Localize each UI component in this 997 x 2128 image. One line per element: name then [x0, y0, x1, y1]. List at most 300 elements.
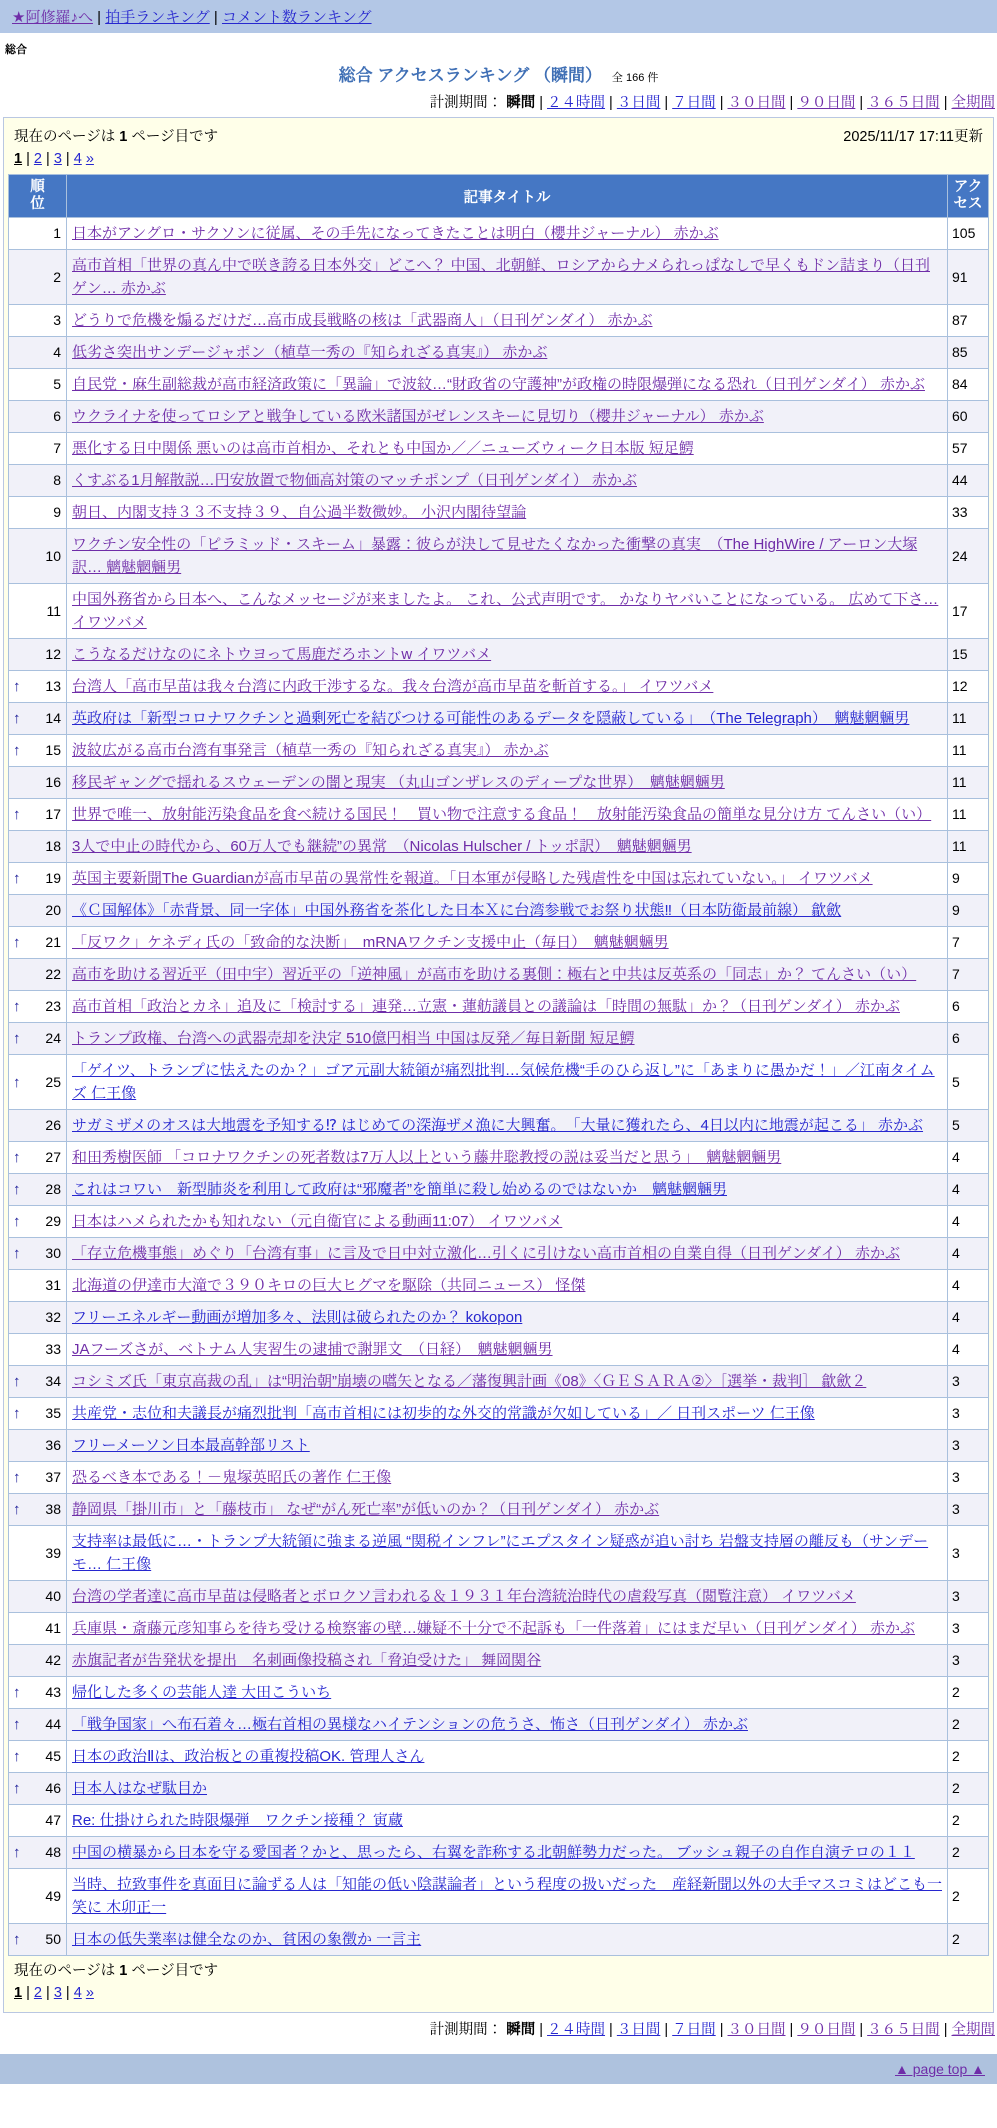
- rank-cell: [9, 337, 67, 369]
- rank-up-arrow-icon: ↑: [13, 1181, 21, 1198]
- section-label: 総合: [5, 44, 27, 56]
- article-link[interactable]: くすぶる1月解散説…円安放置で物価高対策のマッチポンプ（日刊ゲンダイ） 赤かぶ: [72, 472, 637, 489]
- period-option-6[interactable]: ３６５日間: [867, 2022, 940, 2038]
- rank-cell: [9, 927, 67, 959]
- total-count: 全 166 件: [611, 72, 659, 84]
- article-link[interactable]: 中国外務省から日本へ、こんなメッセージが来ましたよ。 これ、公式声明です。 かなりヤバいことになっている。 広めて下さ… イワツバメ: [72, 591, 939, 631]
- rank-cell: [9, 1055, 67, 1110]
- access-count-cell: 57: [948, 433, 989, 465]
- rank-cell: [9, 1302, 67, 1334]
- rank-number: 17: [45, 806, 61, 822]
- period-option-7[interactable]: 全期間: [951, 2022, 995, 2038]
- current-page-prefix: 現在のページは: [14, 1963, 116, 1979]
- access-count-cell: 2: [948, 1837, 989, 1869]
- article-link[interactable]: どうりで危機を煽るだけだ…高市成長戦略の核は「武器商人」（日刊ゲンダイ） 赤かぶ: [72, 312, 653, 329]
- ranking-row: [9, 465, 989, 497]
- article-link[interactable]: ワクチン安全性の「ピラミッド・スキーム」暴露：彼らが決して見せたくなかった衝撃の真実 （The HighWire / アーロン大塚訳… 魑魅魍魎男: [72, 536, 918, 576]
- article-link[interactable]: 共産党・志位和夫議長が痛烈批判「高市首相には初歩的な外交的常識が欠如している」／ 日刊スポーツ 仁王像: [72, 1405, 815, 1422]
- access-count-cell: 11: [948, 799, 989, 831]
- rank-cell: [9, 1837, 67, 1869]
- column-header-title: 記事タイトル: [67, 175, 948, 218]
- rank-cell: [9, 465, 67, 497]
- article-link[interactable]: 帰化した多くの芸能人達 大田こういち: [72, 1684, 332, 1701]
- rank-up-arrow-icon: ↑: [13, 710, 21, 727]
- article-title-cell: [67, 799, 948, 831]
- ranking-row: [9, 1645, 989, 1677]
- rank-number: 14: [45, 710, 61, 726]
- access-count-cell: 2: [948, 1709, 989, 1741]
- access-count-cell: 4: [948, 1302, 989, 1334]
- ranking-row: [9, 1773, 989, 1805]
- article-title-cell: [67, 1773, 948, 1805]
- rank-number: 31: [45, 1277, 61, 1293]
- article-link[interactable]: これはコワい 新型肺炎を利用して政府は“邪魔者”を簡単に殺し始めるのではないか 魑魅魍魎男: [72, 1181, 727, 1198]
- rank-number: 23: [45, 998, 61, 1014]
- rank-up-arrow-icon: ↑: [13, 1245, 21, 1262]
- top-link-bar: ★阿修羅♪へ | 拍手ランキング | コメント数ランキング: [0, 0, 997, 33]
- rank-number: 50: [45, 1931, 61, 1947]
- rank-cell: [9, 863, 67, 895]
- access-count-cell: 2: [948, 1924, 989, 1956]
- article-link[interactable]: JAフーズさが、ベトナム人実習生の逮捕で謝罪文 （日経） 魑魅魍魎男: [72, 1341, 553, 1358]
- ranking-row: [9, 1366, 989, 1398]
- ranking-row: [9, 1398, 989, 1430]
- access-count-cell: 2: [948, 1677, 989, 1709]
- rank-number: 44: [45, 1716, 61, 1732]
- rank-cell: [9, 831, 67, 863]
- rank-cell: [9, 799, 67, 831]
- access-count-cell: 3: [948, 1526, 989, 1581]
- article-link[interactable]: 英国主要新聞The Guardianが高市早苗の異常性を報道。「日本軍が侵略した残虐性を中国は忘れていない。」 イワツバメ: [72, 870, 873, 887]
- rank-cell: [9, 1174, 67, 1206]
- article-link[interactable]: フリーエネルギー動画が増加多々、法則は破られたのか？ kokopon: [72, 1309, 523, 1326]
- rank-cell: [9, 369, 67, 401]
- rank-up-arrow-icon: ↑: [13, 742, 21, 759]
- article-title-cell: [67, 1206, 948, 1238]
- ranking-row: [9, 369, 989, 401]
- rank-number: 12: [45, 646, 61, 662]
- ranking-row: [9, 799, 989, 831]
- rank-number: 40: [45, 1588, 61, 1604]
- ranking-row: [9, 1613, 989, 1645]
- ranking-row: [9, 584, 989, 639]
- access-count-cell: 3: [948, 1430, 989, 1462]
- ranking-row: [9, 529, 989, 584]
- access-count-cell: 4: [948, 1142, 989, 1174]
- rank-number: 32: [45, 1309, 61, 1325]
- pagination-page-4[interactable]: 4: [73, 1985, 82, 2001]
- article-link[interactable]: 高市首相「政治とカネ」追及に「検討する」連発…立憲・蓮舫議員との議論は「時間の無駄」か？（日刊ゲンダイ） 赤かぶ: [72, 998, 900, 1015]
- rank-number: 7: [53, 440, 61, 456]
- rank-up-arrow-icon: ↑: [13, 1469, 21, 1486]
- rank-up-arrow-icon: ↑: [13, 934, 21, 951]
- access-count-cell: 3: [948, 1462, 989, 1494]
- period-option-7[interactable]: 全期間: [951, 95, 995, 111]
- ranking-row: [9, 1805, 989, 1837]
- pagination-page-3[interactable]: 3: [53, 1985, 62, 2001]
- access-count-cell: 7: [948, 959, 989, 991]
- rank-cell: [9, 1677, 67, 1709]
- period-label: 計測期間：: [429, 95, 507, 111]
- article-link[interactable]: 北海道の伊達市大滝で３９０キロの巨大ヒグマを駆除（共同ニュース） 怪傑: [72, 1277, 586, 1294]
- access-count-cell: 24: [948, 529, 989, 584]
- current-page-number: 1: [119, 129, 128, 145]
- pagination-current-page: 1: [14, 1985, 23, 2001]
- period-option-3[interactable]: ７日間: [672, 2022, 716, 2038]
- ranking-row: [9, 1174, 989, 1206]
- article-title-cell: [67, 250, 948, 305]
- article-title-cell: [67, 639, 948, 671]
- pagination-next[interactable]: »: [85, 1985, 94, 2001]
- article-link[interactable]: 日本の政治Ⅱは、政治板との重複投稿OK. 管理人さん: [72, 1748, 425, 1765]
- article-title-cell: [67, 927, 948, 959]
- rank-cell: [9, 218, 67, 250]
- rank-cell: [9, 1494, 67, 1526]
- page-top-bar: [0, 2054, 997, 2084]
- rank-number: 35: [45, 1405, 61, 1421]
- period-option-1[interactable]: ２４時間: [547, 95, 606, 111]
- access-count-cell: 4: [948, 1238, 989, 1270]
- rank-cell: [9, 1238, 67, 1270]
- ranking-row: [9, 401, 989, 433]
- rank-cell: [9, 671, 67, 703]
- ranking-row: [9, 991, 989, 1023]
- article-title-cell: [67, 1398, 948, 1430]
- rank-up-arrow-icon: ↑: [13, 1405, 21, 1422]
- rank-cell: [9, 735, 67, 767]
- access-count-cell: 3: [948, 1494, 989, 1526]
- ranking-row: [9, 1494, 989, 1526]
- rank-up-arrow-icon: ↑: [13, 1780, 21, 1797]
- access-count-cell: 2: [948, 1869, 989, 1924]
- article-link[interactable]: 赤旗記者が告発状を提出 名刺画像投稿され「脅迫受けた」 舞岡関谷: [72, 1652, 542, 1669]
- article-link[interactable]: 朝日、内閣支持３３不支持３９、自公過半数微妙。 小沢内閣待望論: [72, 504, 527, 521]
- access-count-cell: 3: [948, 1581, 989, 1613]
- article-link[interactable]: 世界で唯一、放射能汚染食品を食べ続ける国民！ 買い物で注意する食品！ 放射能汚染食品の簡単な見分け方 てんさい（い）: [72, 806, 932, 823]
- period-current: 瞬間: [506, 2022, 536, 2038]
- article-title-cell: [67, 433, 948, 465]
- rank-number: 45: [45, 1748, 61, 1764]
- rank-cell: [9, 250, 67, 305]
- access-count-cell: 91: [948, 250, 989, 305]
- rank-number: 3: [53, 312, 61, 328]
- pagination-next[interactable]: »: [85, 151, 94, 167]
- ranking-row: [9, 433, 989, 465]
- pagination-page-2[interactable]: 2: [33, 1985, 42, 2001]
- rank-number: 4: [53, 344, 61, 360]
- rank-number: 36: [45, 1437, 61, 1453]
- article-title-cell: [67, 1581, 948, 1613]
- article-link[interactable]: コシミズ氏「東京高裁の乱」は“明治朝”崩壊の嚆矢となる／藩復興計画《08》〈ＧＥＳＡＲＡ②〉［選挙・裁判］ 歙歛２: [72, 1373, 867, 1390]
- access-count-cell: 60: [948, 401, 989, 433]
- article-link[interactable]: 「存立危機事態」めぐり「台湾有事」に言及で日中対立激化…引くに引けない高市首相の自業自得（日刊ゲンダイ） 赤かぶ: [72, 1245, 900, 1262]
- access-count-cell: 12: [948, 671, 989, 703]
- rank-cell: [9, 1709, 67, 1741]
- article-link[interactable]: こうなるだけなのにネトウヨって馬鹿だろホントw イワツバメ: [72, 646, 492, 663]
- rank-number: 29: [45, 1213, 61, 1229]
- article-link[interactable]: 日本の低失業率は健全なのか、貧困の象徴か 一言主: [72, 1931, 422, 1948]
- article-link[interactable]: 英政府は「新型コロナワクチンと過剰死亡を結びつける可能性のあるデータを隠蔽している」 （The Telegraph） 魑魅魍魎男: [72, 710, 910, 727]
- article-link[interactable]: 当時、拉致事件を真面目に論ずる人は「知能の低い陰謀論者」という程度の扱いだった 産経新聞以外の大手マスコミはどこも一笑に 木卯正一: [72, 1876, 943, 1916]
- access-count-cell: 9: [948, 895, 989, 927]
- access-count-cell: 3: [948, 1366, 989, 1398]
- ranking-row: [9, 1142, 989, 1174]
- access-count-cell: 2: [948, 1741, 989, 1773]
- rank-cell: [9, 584, 67, 639]
- page-status-row: [8, 122, 989, 149]
- article-title-cell: [67, 1741, 948, 1773]
- article-title-cell: [67, 1869, 948, 1924]
- article-link[interactable]: 低劣さ突出サンデージャポン（植草一秀の『知られざる真実』） 赤かぶ: [72, 344, 548, 361]
- rank-up-arrow-icon: ↑: [13, 1149, 21, 1166]
- rank-cell: [9, 1924, 67, 1956]
- article-title-cell: [67, 1526, 948, 1581]
- column-header-access: アクセス: [948, 175, 989, 218]
- rank-number: 33: [45, 1341, 61, 1357]
- ranking-row: [9, 735, 989, 767]
- rank-up-arrow-icon: ↑: [13, 678, 21, 695]
- article-link[interactable]: フリーメーソン日本最高幹部リスト: [72, 1437, 310, 1454]
- ranking-row: [9, 218, 989, 250]
- rank-number: 13: [45, 678, 61, 694]
- rank-up-arrow-icon: ↑: [13, 806, 21, 823]
- ranking-row: [9, 927, 989, 959]
- article-link[interactable]: トランプ政権、台湾への武器売却を決定 510億円相当 中国は反発／毎日新聞 短足鰐: [72, 1030, 635, 1047]
- article-link[interactable]: 「戦争国家」へ布石着々…極右首相の異様なハイテンションの危うさ、怖さ（日刊ゲンダイ） 赤かぶ: [72, 1716, 748, 1733]
- article-link[interactable]: 悪化する日中関係 悪いのは高市首相か、それとも中国か／／ニューズウィーク日本版 短足鰐: [72, 440, 694, 457]
- title-line: [0, 59, 997, 88]
- ranking-row: [9, 671, 989, 703]
- ranking-row: [9, 639, 989, 671]
- article-title-cell: [67, 863, 948, 895]
- article-title-cell: [67, 1494, 948, 1526]
- rank-number: 10: [45, 547, 61, 564]
- article-link[interactable]: 《Ｃ国解体》「赤背景、同一字体」中国外務省を茶化した日本Ｘに台湾参戦でお祭り状態‼（日本防衛最前線） 歙歛: [72, 902, 842, 919]
- article-title-cell: [67, 337, 948, 369]
- access-count-cell: 4: [948, 1270, 989, 1302]
- rank-number: 22: [45, 966, 61, 982]
- rank-up-arrow-icon: ↑: [13, 998, 21, 1015]
- article-title-cell: [67, 1270, 948, 1302]
- rank-number: 30: [45, 1245, 61, 1261]
- rank-up-arrow-icon: ↑: [13, 1844, 21, 1861]
- rank-number: 37: [45, 1469, 61, 1485]
- rank-up-arrow-icon: ↑: [13, 1931, 21, 1948]
- page-top-link[interactable]: ▲ page top ▲: [895, 2061, 985, 2077]
- access-count-cell: 9: [948, 863, 989, 895]
- ranking-row: [9, 1302, 989, 1334]
- article-title-cell: [67, 305, 948, 337]
- article-link[interactable]: 和田秀樹医師 「コロナワクチンの死者数は7万人以上という藤井聡教授の説は妥当だと思う」 魑魅魍魎男: [72, 1149, 782, 1166]
- ranking-row: [9, 703, 989, 735]
- ranking-row: [9, 863, 989, 895]
- access-count-cell: 15: [948, 639, 989, 671]
- ranking-row: [9, 831, 989, 863]
- ranking-row: [9, 1023, 989, 1055]
- pagination-page-2[interactable]: 2: [33, 151, 42, 167]
- ranking-row: [9, 1206, 989, 1238]
- rank-cell: [9, 1430, 67, 1462]
- rank-cell: [9, 529, 67, 584]
- ranking-row: [9, 1334, 989, 1366]
- article-link[interactable]: ウクライナを使ってロシアと戦争している欧米諸国がゼレンスキーに見切り（櫻井ジャーナル） 赤かぶ: [72, 408, 764, 425]
- article-link[interactable]: 日本がアングロ・サクソンに従属、その手先になってきたことは明白（櫻井ジャーナル） 赤かぶ: [72, 225, 719, 242]
- period-option-1[interactable]: ２４時間: [547, 2022, 606, 2038]
- article-link[interactable]: 日本人はなぜ駄目か: [72, 1780, 208, 1797]
- article-title-cell: [67, 991, 948, 1023]
- topbar-link-2[interactable]: 拍手ランキング: [105, 9, 210, 26]
- topbar-link-1[interactable]: ★阿修羅♪へ: [12, 9, 93, 26]
- period-label: 計測期間：: [429, 2022, 507, 2038]
- ranking-row: [9, 1837, 989, 1869]
- ranking-row: [9, 497, 989, 529]
- access-count-cell: 11: [948, 831, 989, 863]
- article-link[interactable]: 台湾の学者達に高市早苗は侵略者とボロクソ言われる＆１９３１年台湾統治時代の虐殺写真（閲覧注意） イワツバメ: [72, 1588, 856, 1605]
- article-title-cell: [67, 1645, 948, 1677]
- article-link[interactable]: 中国の横暴から日本を守る愛国者？かと、思ったら、右翼を詐称する北朝鮮勢力だった。 ブッシュ親子の自作自演テロの１１: [72, 1844, 915, 1861]
- article-title-cell: [67, 529, 948, 584]
- rank-cell: [9, 1398, 67, 1430]
- article-title-cell: [67, 1302, 948, 1334]
- rank-number: 43: [45, 1684, 61, 1700]
- period-option-5[interactable]: ９０日間: [797, 95, 856, 111]
- period-selector-bottom: 計測期間： 瞬間 | ２４時間 | ３日間 | ７日間 | ３０日間 | ９０日間 | ３６５日間 | 全期間: [429, 2022, 995, 2038]
- rank-cell: [9, 1142, 67, 1174]
- table-header-row: [9, 175, 989, 218]
- rank-number: 26: [45, 1117, 61, 1133]
- article-link[interactable]: 静岡県「掛川市」と「藤枝市」 なぜ“がん死亡率”が低いのか？（日刊ゲンダイ） 赤かぶ: [72, 1501, 660, 1518]
- column-header-rank: 順位: [9, 175, 67, 218]
- current-page-text-bottom: [14, 1959, 218, 1980]
- article-title-cell: [67, 735, 948, 767]
- rank-number: 48: [45, 1844, 61, 1860]
- ranking-row: [9, 1581, 989, 1613]
- article-link[interactable]: 兵庫県・斎藤元彦知事らを待ち受ける検察審の壁…嫌疑不十分で不起訴も「一件落着」にはまだ早い（日刊ゲンダイ） 赤かぶ: [72, 1620, 915, 1637]
- article-link[interactable]: 波紋広がる高市台湾有事発言（植草一秀の『知られざる真実』） 赤かぶ: [72, 742, 549, 759]
- rank-cell: [9, 1526, 67, 1581]
- ranking-row: [9, 1110, 989, 1142]
- ranking-row: [9, 1526, 989, 1581]
- article-link[interactable]: 「反ワク」ケネディ氏の「致命的な決断」 mRNAワクチン支援中止（毎日） 魑魅魍魎男: [72, 934, 669, 951]
- period-option-4[interactable]: ３０日間: [727, 95, 786, 111]
- access-count-cell: 11: [948, 767, 989, 799]
- article-link[interactable]: サガミザメのオスは大地震を予知する⁉ はじめての深海ザメ漁に大興奮。 「大量に獲れたら、4日以内に地震が起こる」 赤かぶ: [72, 1117, 924, 1134]
- ranking-content-box: [3, 117, 994, 2013]
- article-link[interactable]: 日本はハメられたかも知れない（元自衛官による動画11:07） イワツバメ: [72, 1213, 563, 1230]
- updated-timestamp: 2025/11/17 17:11更新: [843, 129, 983, 145]
- article-title-cell: [67, 671, 948, 703]
- rank-cell: [9, 1613, 67, 1645]
- rank-up-arrow-icon: ↑: [13, 1073, 21, 1091]
- article-title-cell: [67, 703, 948, 735]
- pagination-current-page: 1: [14, 151, 23, 167]
- access-count-cell: 4: [948, 1334, 989, 1366]
- period-option-6[interactable]: ３６５日間: [867, 95, 940, 111]
- pagination-page-4[interactable]: 4: [73, 151, 82, 167]
- ranking-row: [9, 1924, 989, 1956]
- access-count-cell: 6: [948, 1023, 989, 1055]
- ranking-row: [9, 1741, 989, 1773]
- period-option-2[interactable]: ３日間: [616, 2022, 661, 2038]
- article-link[interactable]: 高市を助ける習近平（田中宇）習近平の「逆神風」が高市を助ける裏側：極右と中共は反英系の「同志」か？ てんさい（い）: [72, 966, 917, 983]
- article-link[interactable]: 台湾人「高市早苗は我々台湾に内政干渉するな。我々台湾が高市早苗を斬首する。」 イワツバメ: [72, 678, 714, 695]
- rank-cell: [9, 433, 67, 465]
- rank-cell: [9, 1869, 67, 1924]
- article-link[interactable]: 自民党・麻生副総裁が高市経済政策に「異論」で波紋…“財政省の守護神”が政権の時限爆弾になる恐れ（日刊ゲンダイ） 赤かぶ: [72, 376, 925, 393]
- rank-number: 21: [45, 934, 61, 950]
- rank-number: 8: [53, 472, 61, 488]
- access-count-cell: 11: [948, 703, 989, 735]
- page-status-row-bottom: [8, 1956, 989, 1983]
- article-link[interactable]: 移民ギャングで揺れるスウェーデンの闇と現実 （丸山ゴンザレスのディープな世界） 魑魅魍魎男: [72, 774, 725, 791]
- article-link[interactable]: 支持率は最低に…・トランプ大統領に強まる逆風 “関税インフレ”にエプスタイン疑惑が追い討ち 岩盤支持層の離反も（サンデーモ… 仁王像: [72, 1533, 929, 1573]
- period-selector-top: 計測期間： 瞬間 | ２４時間 | ３日間 | ７日間 | ３０日間 | ９０日間 | ３６５日間 | 全期間: [429, 95, 995, 111]
- article-title-cell: [67, 1837, 948, 1869]
- rank-number: 15: [45, 742, 61, 758]
- rank-cell: [9, 1023, 67, 1055]
- pagination-page-3[interactable]: 3: [53, 151, 62, 167]
- rank-up-arrow-icon: ↑: [13, 1684, 21, 1701]
- ranking-row: [9, 1430, 989, 1462]
- article-title-cell: [67, 584, 948, 639]
- article-title-cell: [67, 831, 948, 863]
- article-title-cell: [67, 1709, 948, 1741]
- topbar-link-3[interactable]: コメント数ランキング: [221, 9, 372, 26]
- article-link[interactable]: Re: 仕掛けられた時限爆弾 ワクチン接種？ 寅蔵: [72, 1812, 403, 1829]
- ranking-row: [9, 767, 989, 799]
- rank-up-arrow-icon: ↑: [13, 1373, 21, 1390]
- ranking-row: [9, 250, 989, 305]
- rank-number: 39: [45, 1544, 61, 1561]
- ranking-row: [9, 305, 989, 337]
- rank-number: 18: [45, 838, 61, 854]
- period-option-4[interactable]: ３０日間: [727, 2022, 786, 2038]
- rank-up-arrow-icon: ↑: [13, 870, 21, 887]
- article-title-cell: [67, 1142, 948, 1174]
- rank-up-arrow-icon: ↑: [13, 1213, 21, 1230]
- period-option-5[interactable]: ９０日間: [797, 2022, 856, 2038]
- rank-up-arrow-icon: ↑: [13, 1030, 21, 1047]
- rank-cell: [9, 1270, 67, 1302]
- rank-cell: [9, 1366, 67, 1398]
- rank-up-arrow-icon: ↑: [13, 1716, 21, 1733]
- article-title-cell: [67, 1613, 948, 1645]
- rank-number: 25: [45, 1073, 61, 1090]
- rank-number: 28: [45, 1181, 61, 1197]
- article-link[interactable]: 高市首相「世界の真ん中で咲き誇る日本外交」どこへ？ 中国、北朝鮮、ロシアからナメられっぱなしで早くもドン詰まり（日刊ゲン… 赤かぶ: [72, 257, 930, 297]
- article-title-cell: [67, 1366, 948, 1398]
- access-count-cell: 4: [948, 1206, 989, 1238]
- rank-up-arrow-icon: ↑: [13, 1748, 21, 1765]
- rank-number: 16: [45, 774, 61, 790]
- period-option-2[interactable]: ３日間: [616, 95, 661, 111]
- access-count-cell: 3: [948, 1645, 989, 1677]
- article-link[interactable]: 恐るべき本である！－鬼塚英昭氏の著作 仁王像: [72, 1469, 392, 1486]
- access-count-cell: 17: [948, 584, 989, 639]
- article-title-cell: [67, 1805, 948, 1837]
- rank-number: 46: [45, 1780, 61, 1796]
- rank-cell: [9, 305, 67, 337]
- rank-number: 34: [45, 1373, 61, 1389]
- access-count-cell: 2: [948, 1805, 989, 1837]
- article-link[interactable]: 「ゲイツ、トランプに怯えたのか？」ゴア元副大統領が痛烈批判…気候危機“手のひら返し”に「あまりに愚かだ！」／江南タイムズ 仁王像: [72, 1062, 935, 1102]
- access-count-cell: 87: [948, 305, 989, 337]
- article-title-cell: [67, 218, 948, 250]
- article-link[interactable]: 3人で中止の時代から、60万人でも継続”の異常 （Nicolas Hulscher / トッポ訳） 魑魅魍魎男: [72, 838, 692, 855]
- current-page-prefix: 現在のページは: [14, 129, 116, 145]
- period-option-3[interactable]: ７日間: [672, 95, 716, 111]
- access-count-cell: 33: [948, 497, 989, 529]
